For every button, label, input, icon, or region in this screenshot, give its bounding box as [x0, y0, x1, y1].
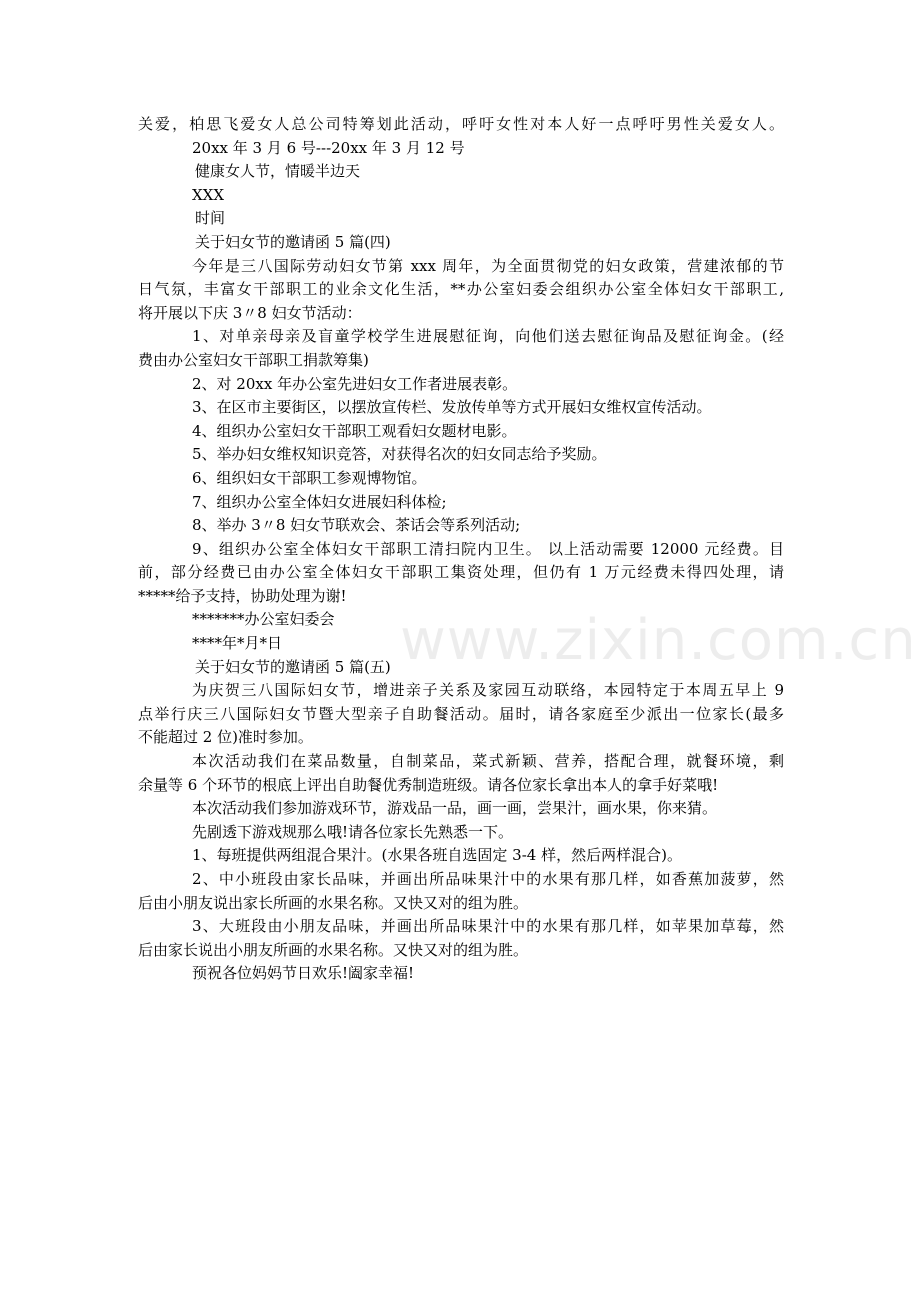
- paragraph-line: 将开展以下庆 3〃8 妇女节活动：: [138, 303, 362, 322]
- paragraph-line: 关爱，柏思飞爱女人总公司特筹划此活动，呼吁女性对本人好一点呼吁男性关爱女人。: [138, 115, 784, 133]
- list-item: 9、组织办公室全体妇女干部职工清扫院内卫生。 以上活动需要 12000 元经费。目: [192, 539, 784, 558]
- list-item: 1、对单亲母亲及盲童学校学生进展慰征询，向他们送去慰征询品及慰征询金。(经: [192, 327, 784, 346]
- list-item: 3、大班段由小朋友品味，并画出所品味果汁中的水果有那几样，如苹果加草莓，然: [192, 917, 784, 936]
- time-line: 时间: [195, 209, 226, 228]
- theme-line: 健康女人节，情暖半边天: [195, 162, 361, 181]
- paragraph-line: *****给予支持，协助处理为谢!: [138, 586, 347, 605]
- list-item: 6、组织妇女干部职工参观博物馆。: [192, 468, 427, 487]
- list-item: 2、中小班段由家长品味，并画出所品味果汁中的水果有那几样，如香蕉加菠萝，然: [192, 870, 784, 888]
- list-item: 1、每班提供两组混合果汁。(水果各班自选固定 3-4 样，然后两样混合)。: [192, 846, 682, 865]
- signature-line: *******办公室妇委会: [192, 610, 335, 629]
- date-line: ****年*月*日: [192, 634, 283, 653]
- closing-line: 预祝各位妈妈节日欢乐!阖家幸福!: [192, 964, 415, 983]
- list-item: 7、组织办公室全体妇女进展妇科体检;: [192, 492, 447, 511]
- list-item: 2、对 20xx 年办公室先进妇女工作者进展表彰。: [192, 374, 518, 393]
- paragraph-line: 今年是三八国际劳动妇女节第 xxx 周年，为全面贯彻党的妇女政策，营建浓郁的节: [192, 256, 784, 275]
- section-heading-5: 关于妇女节的邀请函 5 篇(五): [195, 657, 391, 676]
- paragraph-line: 日气氛，丰富女干部职工的业余文化生活，**办公室妇委会组织办公室全体妇女干部职工,: [138, 280, 784, 299]
- list-item-continuation: 后由小朋友说出家长所画的水果名称。又快又对的组为胜。: [138, 893, 529, 912]
- list-item: 3、在区市主要街区，以摆放宣传栏、发放传单等方式开展妇女维权宣传活动。: [192, 398, 712, 417]
- paragraph-line: 点举行庆三八国际妇女节暨大型亲子自助餐活动。届时，请各家庭至少派出一位家长(最多: [138, 704, 784, 723]
- list-item-continuation: 费由办公室妇女干部职工捐款筹集): [138, 350, 369, 369]
- paragraph-line: 本次活动我们参加游戏环节，游戏品一品，画一画，尝果汁，画水果，你来猜。: [192, 799, 718, 818]
- section-heading-4: 关于妇女节的邀请函 5 篇(四): [195, 232, 391, 251]
- list-item: 5、举办妇女维权知识竞答，对获得名次的妇女同志给予奖励。: [192, 445, 607, 464]
- watermark-text: www.zixin.com.cn: [400, 608, 917, 673]
- date-range-line: 20xx 年 3 月 6 号---20xx 年 3 月 12 号: [192, 138, 465, 157]
- paragraph-line: 为庆贺三八国际妇女节，增进亲子关系及家园互动联络，本园特定于本周五早上 9: [192, 681, 784, 700]
- paragraph-line: 先剧透下游戏规那么哦!请各位家长先熟悉一下。: [192, 822, 514, 841]
- placeholder-line: XXX: [192, 185, 225, 204]
- list-item: 4、组织办公室妇女干部职工观看妇女题材电影。: [192, 421, 517, 440]
- document-body: [138, 113, 784, 986]
- paragraph-line: 余量等 6 个环节的根底上评出自助餐优秀制造班级。请各位家长拿出本人的拿手好菜哦!: [138, 775, 719, 794]
- paragraph-line: 前，部分经费已由办公室全体妇女干部职工集资处理，但仍有 1 万元经费未得四处理，请: [138, 563, 784, 582]
- paragraph-line: 本次活动我们在菜品数量，自制菜品，菜式新颖、营养，搭配合理，就餐环境，剩: [192, 752, 784, 771]
- list-item: 8、举办 3〃8 妇女节联欢会、茶话会等系列活动;: [192, 516, 521, 535]
- paragraph-line: 不能超过 2 位)准时参加。: [138, 728, 313, 747]
- list-item-continuation: 后由家长说出小朋友所画的水果名称。又快又对的组为胜。: [138, 940, 529, 959]
